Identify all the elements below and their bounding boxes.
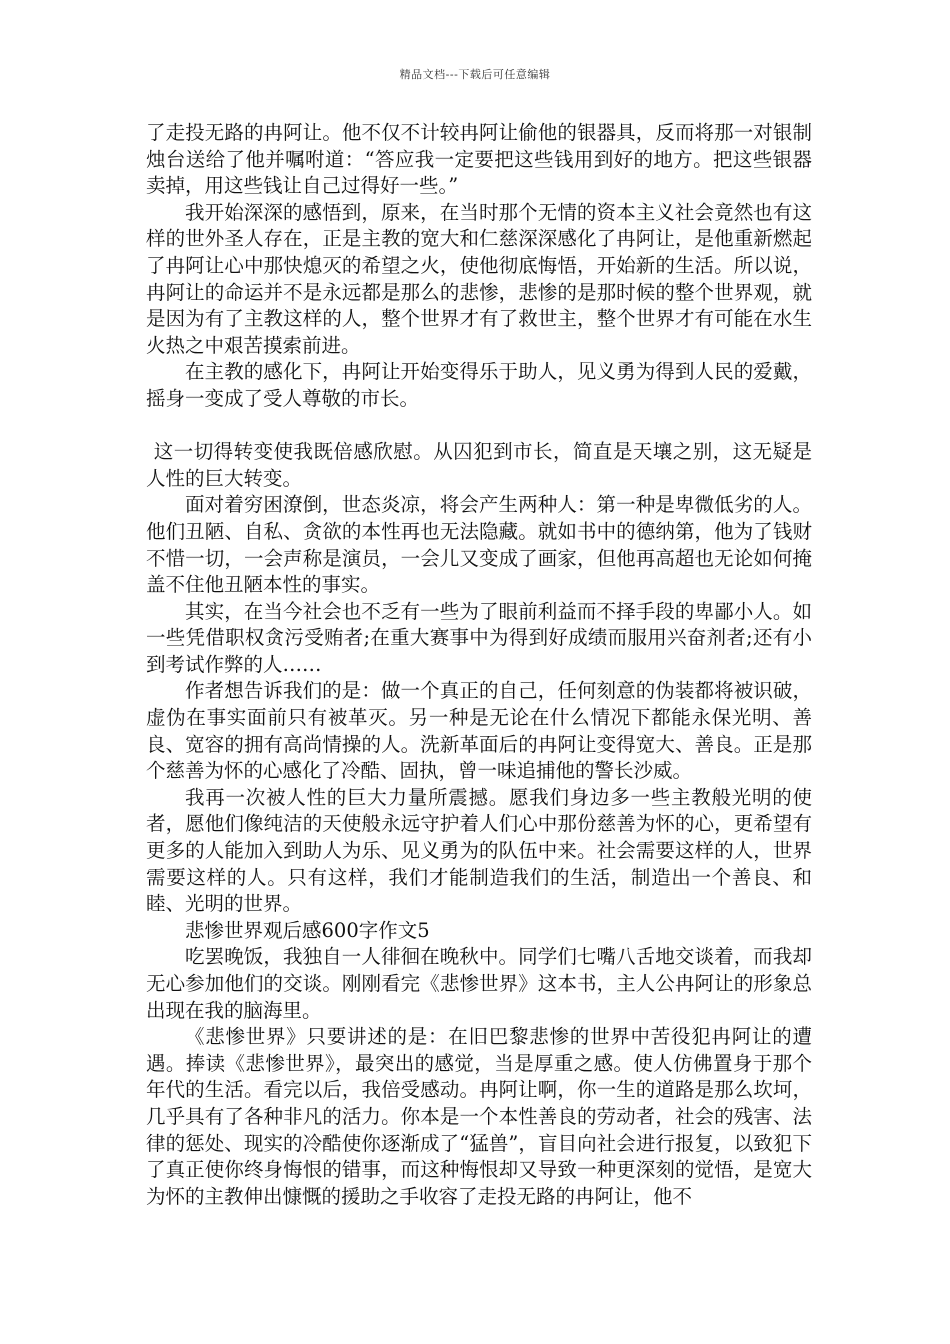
paragraph-5: 面对着穷困潦倒，世态炎凉，将会产生两种人：第一种是卑微低劣的人。他们丑陋、自私、贪欲的本性再也无法隐藏。就如书中的德纳第，他为了钱财不惜一切，一会声称是演员，一会儿又变成了画家，但他再高超也无论如何掩盖不住他丑陋本性的事实。 — [146, 493, 812, 597]
page-header: 精品文档---下载后可任意编辑 — [399, 68, 551, 81]
paragraph-8: 我再一次被人性的巨大力量所震撼。愿我们身边多一些主教般光明的使者，愿他们像纯洁的天使般永远守护着人们心中那份慈善为怀的心，更希望有更多的人能加入到助人为乐、见义勇为的队伍中来。社会需要这样的人，世界需要这样的人。只有这样，我们才能制造我们的生活，制造出一个善良、和睦、光明的世界。 — [146, 785, 812, 916]
paragraph-2: 我开始深深的感悟到，原来，在当时那个无情的资本主义社会竟然也有这样的世外圣人存在，正是主教的宽大和仁慈深深感化了冉阿让，是他重新燃起了冉阿让心中那快熄灭的希望之火，使他彻底悔悟，开始新的生活。所以说，冉阿让的命运并不是永远都是那么的悲惨，悲惨的是那时候的整个世界观，就是因为有了主教这样的人，整个世界才有了救世主，整个世界才有可能在水生火热之中艰苦摸索前进。 — [146, 200, 812, 357]
paragraph-4: 这一切得转变使我既倍感欣慰。从囚犯到市长，简直是天壤之别，这无疑是人性的巨大转变。 — [146, 440, 812, 490]
document-body — [146, 120, 812, 1210]
paragraph-9: 吃罢晚饭，我独自一人徘徊在晚秋中。同学们七嘴八舌地交谈着，而我却无心参加他们的交谈。刚刚看完《悲惨世界》这本书，主人公冉阿让的形象总出现在我的脑海里。 — [146, 945, 812, 1022]
paragraph-7: 作者想告诉我们的是：做一个真正的自己，任何刻意的伪装都将被识破，虚伪在事实面前只有被革灭。另一种是无论在什么情况下都能永保光明、善良、宽容的拥有高尚情操的人。洗新革面后的冉阿让变得宽大、善良。正是那个慈善为怀的心感化了冷酷、固执，曾一味追捕他的警长沙威。 — [146, 679, 812, 783]
paragraph-3: 在主教的感化下，冉阿让开始变得乐于助人，见义勇为得到人民的爱戴，摇身一变成了受人尊敬的市长。 — [146, 360, 812, 410]
paragraph-6: 其实，在当今社会也不乏有一些为了眼前利益而不择手段的卑鄙小人。如一些凭借职权贪污受贿者;在重大赛事中为得到好成绩而服用兴奋剂者;还有小到考试作弊的人…… — [146, 599, 812, 676]
paragraph-10: 《悲惨世界》只要讲述的是：在旧巴黎悲惨的世界中苦役犯冉阿让的遭遇。捧读《悲惨世界》，最突出的感觉，当是厚重之感。使人仿佛置身于那个年代的生活。看完以后，我倍受感动。冉阿让啊，你一生的道路是那么坎坷，几乎具有了各种非凡的活力。你本是一个本性善良的劳动者，社会的残害、法律的惩处、现实的冷酷使你逐渐成了“猛兽”，盲目向社会进行报复，以致犯下了真正使你终身悔恨的错事，而这种悔恨却又导致一种更深刻的觉悟，是宽大为怀的主教伸出慷慨的援助之手收容了走投无路的冉阿让，他不 — [146, 1025, 812, 1208]
section-heading: 悲惨世界观后感600字作文5 — [185, 918, 430, 942]
paragraph-1: 了走投无路的冉阿让。他不仅不计较冉阿让偷他的银器具，反而将那一对银制烛台送给了他并嘱咐道：“答应我一定要把这些钱用到好的地方。把这些银器卖掉，用这些钱让自己过得好一些。” — [146, 121, 812, 198]
blank-line — [146, 413, 812, 440]
